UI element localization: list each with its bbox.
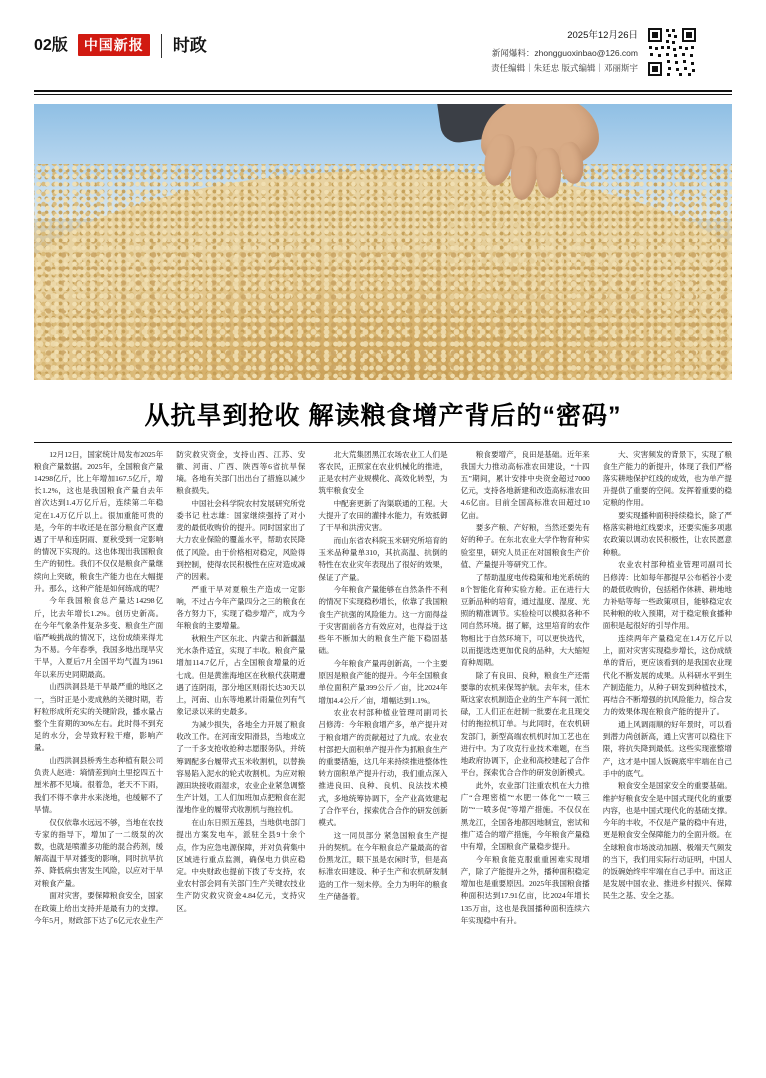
photo-bean-texture-front <box>34 242 732 380</box>
article-paragraph: 今年粮食能克服重重困难实现增产，除了产能提升之外，播种面积稳定增加也是重要原因。2025年我国粮食播种面积达到17.91亿亩，比2024年增长135万亩，这也是我国播种面积连续六年实现稳中有升。 <box>460 854 590 925</box>
article-paragraph: 中配套更新了沟渠联通的工程。大大提升了农田的灌排水能力，有效抵御了干旱和洪涝灾害。 <box>318 498 448 533</box>
article-paragraph: 了帮助温度电传稳策和地光系统的8个智能化育种实验方舱。正在进行大豆新品种的培育，通过温度、湿度、光照的精准调节。实验检可以模拟各种不同自然环境。据了解，这里培育的农作物相比于自然环境下，可以更快选代，以而提选迭更加优良的品种，大大缩短育种周期。 <box>460 572 590 667</box>
article-paragraph: 连续两年产量稳定在1.4万亿斤以上，面对灾害实现稳步增长，这份成绩单的背后，更应该看到的是我国农业现代化不断发展的成果。从科研水平到生产制造能力，从种子研发到种植技术，再结合不断增强的抗风险能力，综合发力的效果体现在粮食产能的提升了。 <box>602 634 732 717</box>
tipline-email <box>491 46 638 61</box>
article-paragraph: 为减少损失，各地全力开展了粮食收改工作。在河南安阳滑县，当地成立了一千多支抢收抢种志愿服务队，并统筹调配多台履带式玉米收割机，以替换容易陷入泥水的轮式收割机。为应对粮源田块接收雨湿求，农业企业紧急调整生产计划，工人们加班加点把粮食在泥湿地作业的履带式收割机与拖拉机。 <box>176 719 306 815</box>
article-paragraph: 粮食要增产，良田是基础。近年来我国大力推动高标准农田建设，“十四五”期间，累计安排中央资金超过7000亿元，支持各地新建和改造高标准农田4.6亿亩。目前全国高标准农田超过10亿亩。 <box>460 449 590 520</box>
publish-date: 2025年12月26日 <box>567 30 638 41</box>
article-paragraph: 今年粮食产量再创新高，一个主要原因是粮食产能的提升。今年全国粮食单位面积产量399公斤／亩，比2024年增加4.4公斤／亩，增幅达到1.1%。 <box>318 658 448 705</box>
article-paragraph: 在山东日照五莲县，当地供电部门提出方案发电车，派驻全县9十余个点，作为应急电源保障，并对负荷集中区域进行重点监测，确保电力供应稳定。中央财政也提前下拨了专支持，农业农村部会同有关部门生产关键农技业生产防灾救灾资金4.84亿元，支持灾区。 <box>176 818 306 913</box>
article-paragraph: 而山东省农科院玉米研究所培育的玉米品种量单310，其抗高温、抗倒的特性在农业灾年表现出了很好的效果，保证了产量。 <box>318 535 448 582</box>
article-paragraph: 中国社会科学院农村发展研究所党委书记 杜志雄：国家继续强持了对小麦的最低收购价的提升。同时国家出了大力农业保险的覆盖水平，帮助农民降低了风险。由于价格相对稳定，风险得到控制，使得农民积极性在应对造成减产的因素。 <box>176 498 306 582</box>
paper-logo: 中国新报 <box>78 34 150 56</box>
tipline-label: 新闻爆料： <box>491 48 535 58</box>
article-paragraph: 山西洪洞县桥秀生态种植有限公司负责人赵进：墒情差到向土里挖四五十厘米都不见墒。很着急，老天不下雨，我们不得不拿井水来浇地，也缓解不了旱情。 <box>34 756 164 814</box>
article-paragraph: 今年粮食产量能够在自然条件不利的情况下实现稳秒增长，依靠了我国粮食生产抗强的风险能力。这一方面得益于灾害面前各方有效应对，也得益于这些年不断加大的粮食生产能下稳固基础。 <box>318 585 448 656</box>
article-paragraph: 严重干旱对夏粮生产造成一定影响，不过占今年产量四分之三的粮食在各方努力下，实现了稳步增产，成为今年粮食的主要增量。 <box>176 584 306 631</box>
article-paragraph: 仅仅依靠水远远不够，当地在农技专家的指导下，增加了一二级泵的次数，也就是喷灌多功能的混合药剂，缓解高温干旱对播变的影响，同时抗旱抗养、降低病虫害发生风险，以应对干旱对粮食产量。 <box>34 817 164 888</box>
article-paragraph: 通上风调雨顺的好年景时，可以看到潜力尚创新高，通上灾害可以稳住下限，将抗失降到最低。这些实现涨整增产，这才是中国人饭碗底牢牢端在自己手中的底气。 <box>602 719 732 778</box>
tipline-address: zhongguoxinbao@126.com <box>534 48 638 58</box>
qr-code-icon <box>646 26 698 78</box>
masthead-info <box>491 28 638 76</box>
article-paragraph: 要多产粮、产好粮，当然还要先有好的种子。在东北农业大学作物育种实验室里，研究人员正在对国粮食生产价值、产量提升等研究工作。 <box>460 523 590 569</box>
article-paragraph: 面对灾害，要保障粮食安全，国家在政策上给出支持并是最有力的支撑。今年5月，财政部下达了6亿元农业生产防灾救灾资金，支持山西、江苏、安徽、河南、广西、陕西等6省抗旱保墒。各地有关部门出出台了措施以减少粮食损失。 <box>34 449 306 925</box>
article-paragraph: 12月12日，国家统计局发布2025年粮食产量数据。2025年，全国粮食产量14298亿斤，比上年增加167.5亿斤，增长1.2%，这也是我国粮食产量自去年首次达到1.4万亿斤后，连续第二年稳定在1.4万亿斤以上。很加重能可贵的是，今年的丰收还是在部分粮食产区遭遇了干旱和连阴雨、夏秋受到一定影响的情况下实现的。这也体现出我国粮食生产的韧性。我们不仅仅是粮食产量继续向上突破，粮食生产能力也在大幅提升。那么，这种产能是如何练成的呢？ <box>34 449 164 593</box>
article-paragraph: 这一同员部分 紧急国粮食生产提升的契机。在今年粮食总产量最高的省份黑龙江，眼下虽是农闲时节，但是高标准农田建设、种子生产和农机研发制造的工作一刻未停。全力为明年的粮食生产储备着。 <box>318 830 448 901</box>
page-number: 02版 <box>34 37 68 54</box>
masthead-rule-thin <box>34 94 732 95</box>
section-title: 时政 <box>172 36 207 55</box>
article-paragraph: 此外，农业部门注重农机在大力推广“合理密植”“水肥一体化”“一喷三防”“一喷多促”等增产措施。不仅仅在黑龙江，全国各地都因地制宜，密试和推广适合的增产措施，今年粮食产量稳中有增，全国粮食产量稳步提升。 <box>460 780 590 851</box>
masthead-rule <box>34 90 732 92</box>
article-paragraph: 北大荒集团黑江农场农业工人们是客农民，正照家在农业机械化的推进，正是农村产业规模化、高效化转型，为筑牢粮食安全 <box>318 449 448 496</box>
masthead-divider <box>161 34 162 58</box>
article-paragraph: 今年我国粮食总产量达14298亿斤，比去年增长1.2%。创历史新高。在今年气象条件复杂多变、粮食生产面临严峻挑战的情况下，这份成绩来得尤为不易。今年春季，我国多地出现旱灾干旱，入夏后7月全国平均气温为1961年以来历史同期最高。 <box>34 596 164 679</box>
article-headline: 从抗旱到抢收 解读粮食增产背后的“密码” <box>144 401 622 430</box>
editors-line: 责任编辑｜朱廷忠 版式编辑｜邓丽斯宇 <box>491 63 638 73</box>
photo-hand <box>449 104 599 208</box>
headline-rule <box>34 442 732 443</box>
article-paragraph: 粮食安全是国家安全的重要基础。维护好粮食安全是中国式现代化的重要内容，也是中国式现代化的基础支撑。今年的丰收，不仅是产量的稳中有进，更是粮食安全保障能力的全面升级。在全球粮食市场波动加剧、极端天气频发的当下，我们用实际行动证明，中国人的饭碗始终牢牢端在自己手中。而这正是发展中国农业、推进乡村振兴、保障民生之基、安全之基。 <box>602 781 732 901</box>
article-paragraph: 农业农村部种植业管理司副司长 吕修涛：今年粮食增产多，单产提升对于粮食增产的贡献超过了九成。农业农村部把大面积单产提升作为抓粮食生产的重要措施，这几年来持续推进整体性转方面积单产提升行动，我们重点深入推进良田、良种、良机、良法技术模式，多地统筹协调下，全产业高效建起了合作平台，探索优合合作的研发创新模式。 <box>318 708 448 828</box>
article-paragraph: 秋粮生产区东北、内蒙古和新疆温光水条件适宜，实现了丰收。粮食产量增加114.7亿斤，占全国粮食增量的近七成。但是黄淮海地区在秋粮代获期遭遇了连阴雨，部分地区则雨长达30天以上，河南、山东等地累计雨量位列有气象记录以来的史最多。 <box>176 634 306 717</box>
article-body <box>34 449 732 1059</box>
article-paragraph: 农业农村部种植业管理司副司长 吕修涛：比如每年都提早公布稻谷小麦的最低收购价，包括稻作休耕、耕地地力补贴等每一些政策项目，能够稳定农民种粮的收入预期，对于稳定粮食播种面积是起很好的引导作用。 <box>602 560 732 631</box>
lead-photo <box>34 104 732 380</box>
article-paragraph: 山西洪洞县是干旱最严重的地区之一，当时正是小麦成熟的关键时期，若籽粒形成所充实的关键阶段，播水量占整个生育期的30%左右。此时得不到充足的水分，会导致籽粒干瘪，影响产量。 <box>34 682 164 753</box>
article-paragraph: 除了有良田、良种，粮食生产还需要靠的农机来保驾护航。去年末，佳木斯这家农机制造企业的生产车间一派忙碌，工人们正在赶制一批要在北且现交付的拖拉机订单。与此同时，在农机研发部门，新型高端农机机时加工艺也在进行中。为了攻克行业技术难题，在当地政府协调下，企业和高校建起了合作平台，探索优合合作的研发创新模式。 <box>460 670 590 778</box>
article-paragraph: 要实现播种面积持续稳长，除了严格落实耕地红线要求，还要实施多项惠农政策以调动农民积极性，让农民愿意种粮。 <box>602 511 732 557</box>
masthead <box>34 0 732 86</box>
article-paragraph: 大、灾害频发的背景下，实现了粮食生产能力的新提升，体现了我们严格落实耕地保护红线的成效，也为单产提升提供了重要的空间。发挥着重要的稳定粮的作用。 <box>602 449 732 508</box>
